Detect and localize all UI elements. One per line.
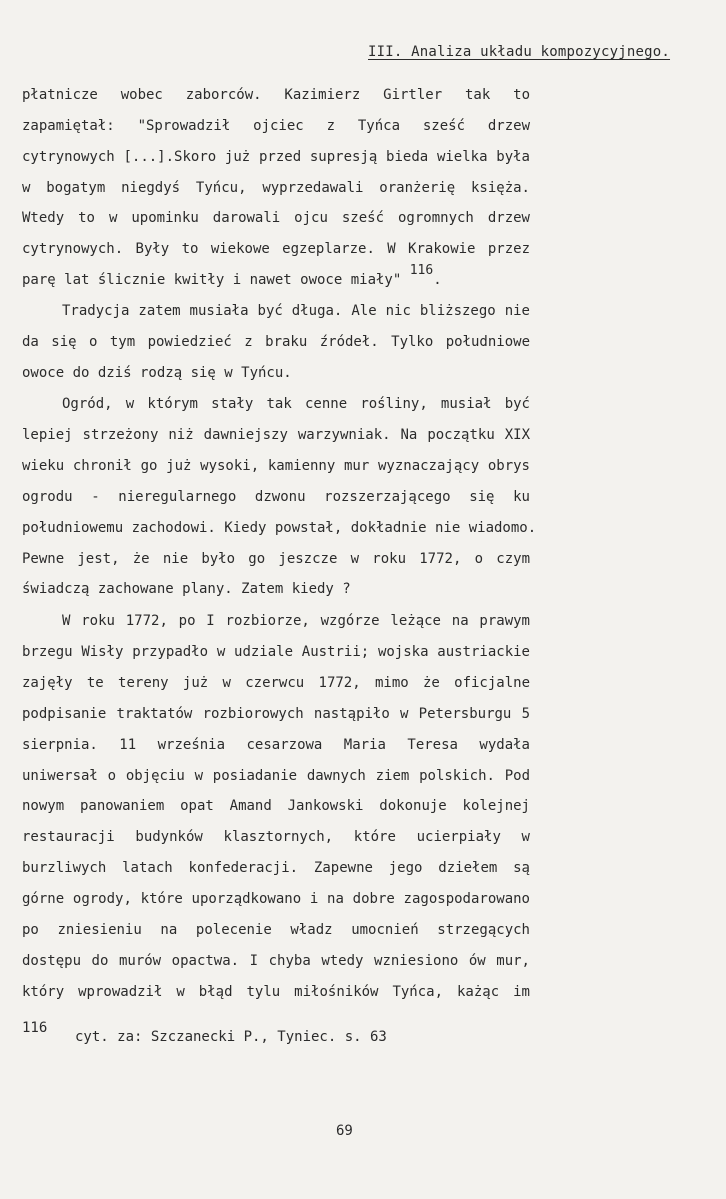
text-line: Wtedy to w upominku darowali ojcu sześć ogromnych drzew (22, 210, 530, 226)
footnote-number: 116 (22, 1020, 48, 1036)
text-line: górne ogrody, które uporządkowano i na dobre zagospodarowano (22, 891, 530, 907)
footnote-text: cyt. za: Szczanecki P., Tyniec. s. 63 (75, 1029, 387, 1045)
text-line: zajęły te tereny już w czerwcu 1772, mimo że oficjalne (22, 675, 530, 691)
text-line: Pewne jest, że nie było go jeszcze w roku 1772, o czym (22, 551, 530, 567)
text-line: W roku 1772, po I rozbiorze, wzgórze leżące na prawym (62, 613, 530, 629)
text-line: zapamiętał: "Sprowadził ojciec z Tyńca sześć drzew (22, 118, 530, 134)
running-header: III. Analiza układu kompozycyjnego. (368, 44, 671, 60)
text-line: cytrynowych. Były to wiekowe egzeplarze. W Krakowie przez (22, 241, 530, 257)
text-line-with-footnote (22, 263, 530, 290)
text-line: podpisanie traktatów rozbiorowych nastąpiło w Petersburgu 5 (22, 706, 530, 722)
text-line: płatnicze wobec zaborców. Kazimierz Girtler tak to (22, 87, 530, 103)
text-line: po zniesieniu na polecenie władz umocnień strzegących (22, 922, 530, 938)
text-line: nowym panowaniem opat Amand Jankowski dokonuje kolejnej (22, 798, 530, 814)
text-line: lepiej strzeżony niż dawniejszy warzywniak. Na początku XIX (22, 427, 530, 443)
text-line: ogrodu - nieregularnego dzwonu rozszerzającego się ku (22, 489, 530, 505)
text-line: uniwersał o objęciu w posiadanie dawnych ziem polskich. Pod (22, 768, 530, 784)
text-line: Ogród, w którym stały tak cenne rośliny, musiał być (62, 396, 530, 412)
text-line: w bogatym niegdyś Tyńcu, wyprzedawali oranżerię księża. (22, 180, 530, 196)
text-line: cytrynowych [...].Skoro już przed supresją bieda wielka była (22, 149, 530, 165)
text-line: dostępu do murów opactwa. I chyba wtedy wzniesiono ów mur, (22, 953, 530, 969)
text-line: południowemu zachodowi. Kiedy powstał, dokładnie nie wiadomo. (22, 520, 537, 536)
text-line: sierpnia. 11 września cesarzowa Maria Teresa wydała (22, 737, 530, 753)
text-line: restauracji budynków klasztornych, które ucierpiały w (22, 829, 530, 845)
text-line: brzegu Wisły przypadło w udziale Austrii; wojska austriackie (22, 644, 530, 660)
text-line: owoce do dziś rodzą się w Tyńcu. (22, 365, 292, 381)
page-number: 69 (336, 1123, 353, 1139)
text-line: który wprowadził w błąd tylu miłośników Tyńca, każąc im (22, 984, 530, 1000)
text-line: wieku chronił go już wysoki, kamienny mur wyznaczający obrys (22, 458, 530, 474)
text-line: da się o tym powiedzieć z braku źródeł. Tylko południowe (22, 334, 530, 350)
text-line: burzliwych latach konfederacji. Zapewne jego dziełem są (22, 860, 530, 876)
footnote-reference-period: . (433, 272, 442, 288)
text-line: świadczą zachowane plany. Zatem kiedy ? (22, 581, 351, 597)
text-line-content: parę lat ślicznie kwitły i nawet owoce miały" (22, 272, 402, 288)
footnote-reference: 116 (409, 263, 434, 278)
text-line: Tradycja zatem musiała być długa. Ale nic bliższego nie (62, 303, 530, 319)
